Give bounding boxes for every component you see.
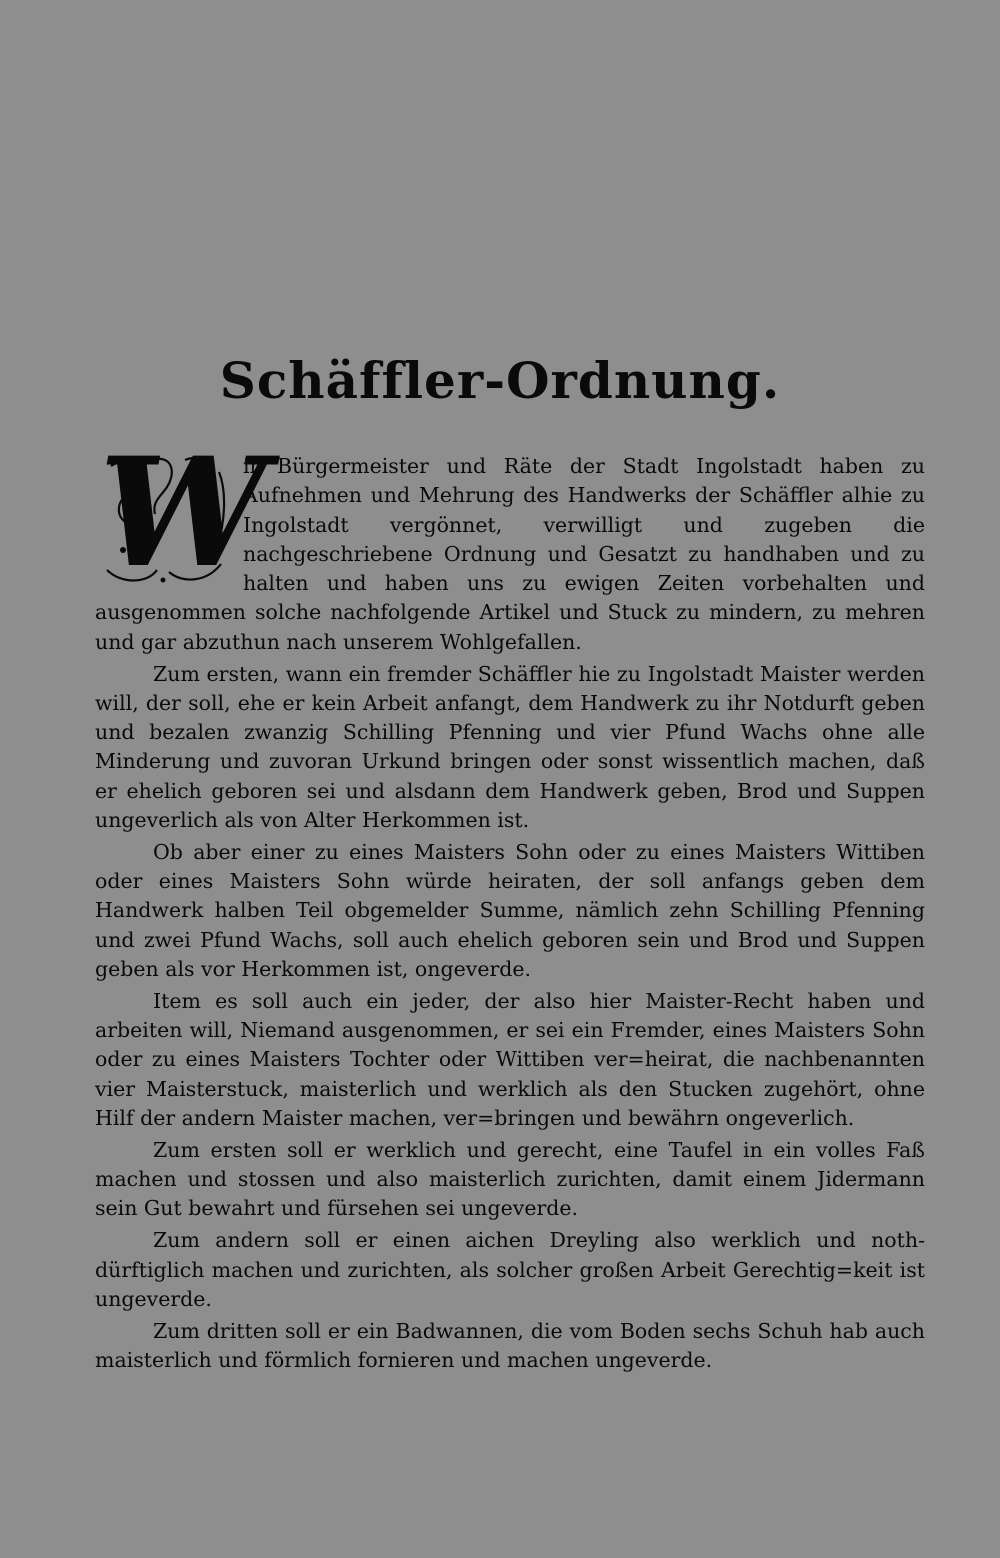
paragraph-third-masterpiece: Zum dritten soll er ein Badwannen, die vom Boden sechs Schuh hab auch maisterlich und förmlich fornieren und machen ungeverde.: [95, 1318, 925, 1372]
paragraph-marriage-article: Ob aber einer zu eines Maisters Sohn oder zu eines Maisters Wittiben oder eines Maisters Sohn würde heiraten, der soll anfangs geben dem Handwerk halben Teil obgemelder Summe, nämlich zehn Schilling Pfenning und zwei Pfund Wachs, soll auch ehelich geboren sein und Brod und Suppen geben als vor Herkommen ist, ongeverde.: [95, 839, 925, 982]
intro-text: ir Bürgermeister und Räte der Stadt Ingolstadt haben zu Aufnehmen und Mehrung des Handwerks der Schäffler alhie zu Ingolstadt vergönnet, verwilligt und zugeben die nachgeschriebene Ordnung und Gesatzt zu handhaben und zu halten und haben uns zu ewigen Zeiten vorbehalten und ausgenommen solche nachfolgende Artikel und Stuck zu mindern, zu mehren und gar abzuthun nach unserem Wohlgefallen.: [95, 454, 925, 654]
paragraph-second-masterpiece: Zum andern soll er einen aichen Dreyling also werklich und noth-dürftiglich machen und zurichten, als solcher großen Arbeit Gerechtig=keit ist ungeverde.: [95, 1228, 925, 1311]
intro-paragraph: [95, 425, 925, 657]
paragraph-masterpiece-article: Item es soll auch ein jeder, der also hier Maister-Recht haben und arbeiten will, Niemand ausgenommen, er sei ein Fremder, eines Maisters Sohn oder zu eines Maisters Tochter oder Wittiben ver=heirat, die nachbenannten vier Maisterstuck, maisterlich und werklich als den Stucken zugehört, ohne Hilf der andern Maister machen, ver=bringen und bewährn ongeverlich.: [95, 988, 925, 1131]
paragraph-first-article: Zum ersten, wann ein fremder Schäffler hie zu Ingolstadt Maister werden will, der soll, ehe er kein Arbeit anfangt, dem Handwerk zu ihr Notdurft geben und bezalen zwanzig Schilling Pfenning und vier Pfund Wachs ohne alle Minderung und zuvoran Urkund bringen oder sonst wissentlich machen, daß er ehelich geboren sei und alsdann dem Handwerk geben, Brod und Suppen ungeverlich als von Alter Herkommen ist.: [95, 661, 925, 833]
drop-cap-letter: W: [99, 425, 268, 601]
page-title: Schäffler-Ordnung.: [219, 351, 781, 410]
decorated-initial: [99, 425, 268, 601]
body-text: [95, 425, 925, 1378]
paragraph-first-masterpiece: Zum ersten soll er werklich und gerecht, eine Taufel in ein volles Faß machen und stossen und also maisterlich zurichten, damit einem Jidermann sein Gut bewahrt und fürsehen sei ungeverde.: [95, 1137, 925, 1221]
